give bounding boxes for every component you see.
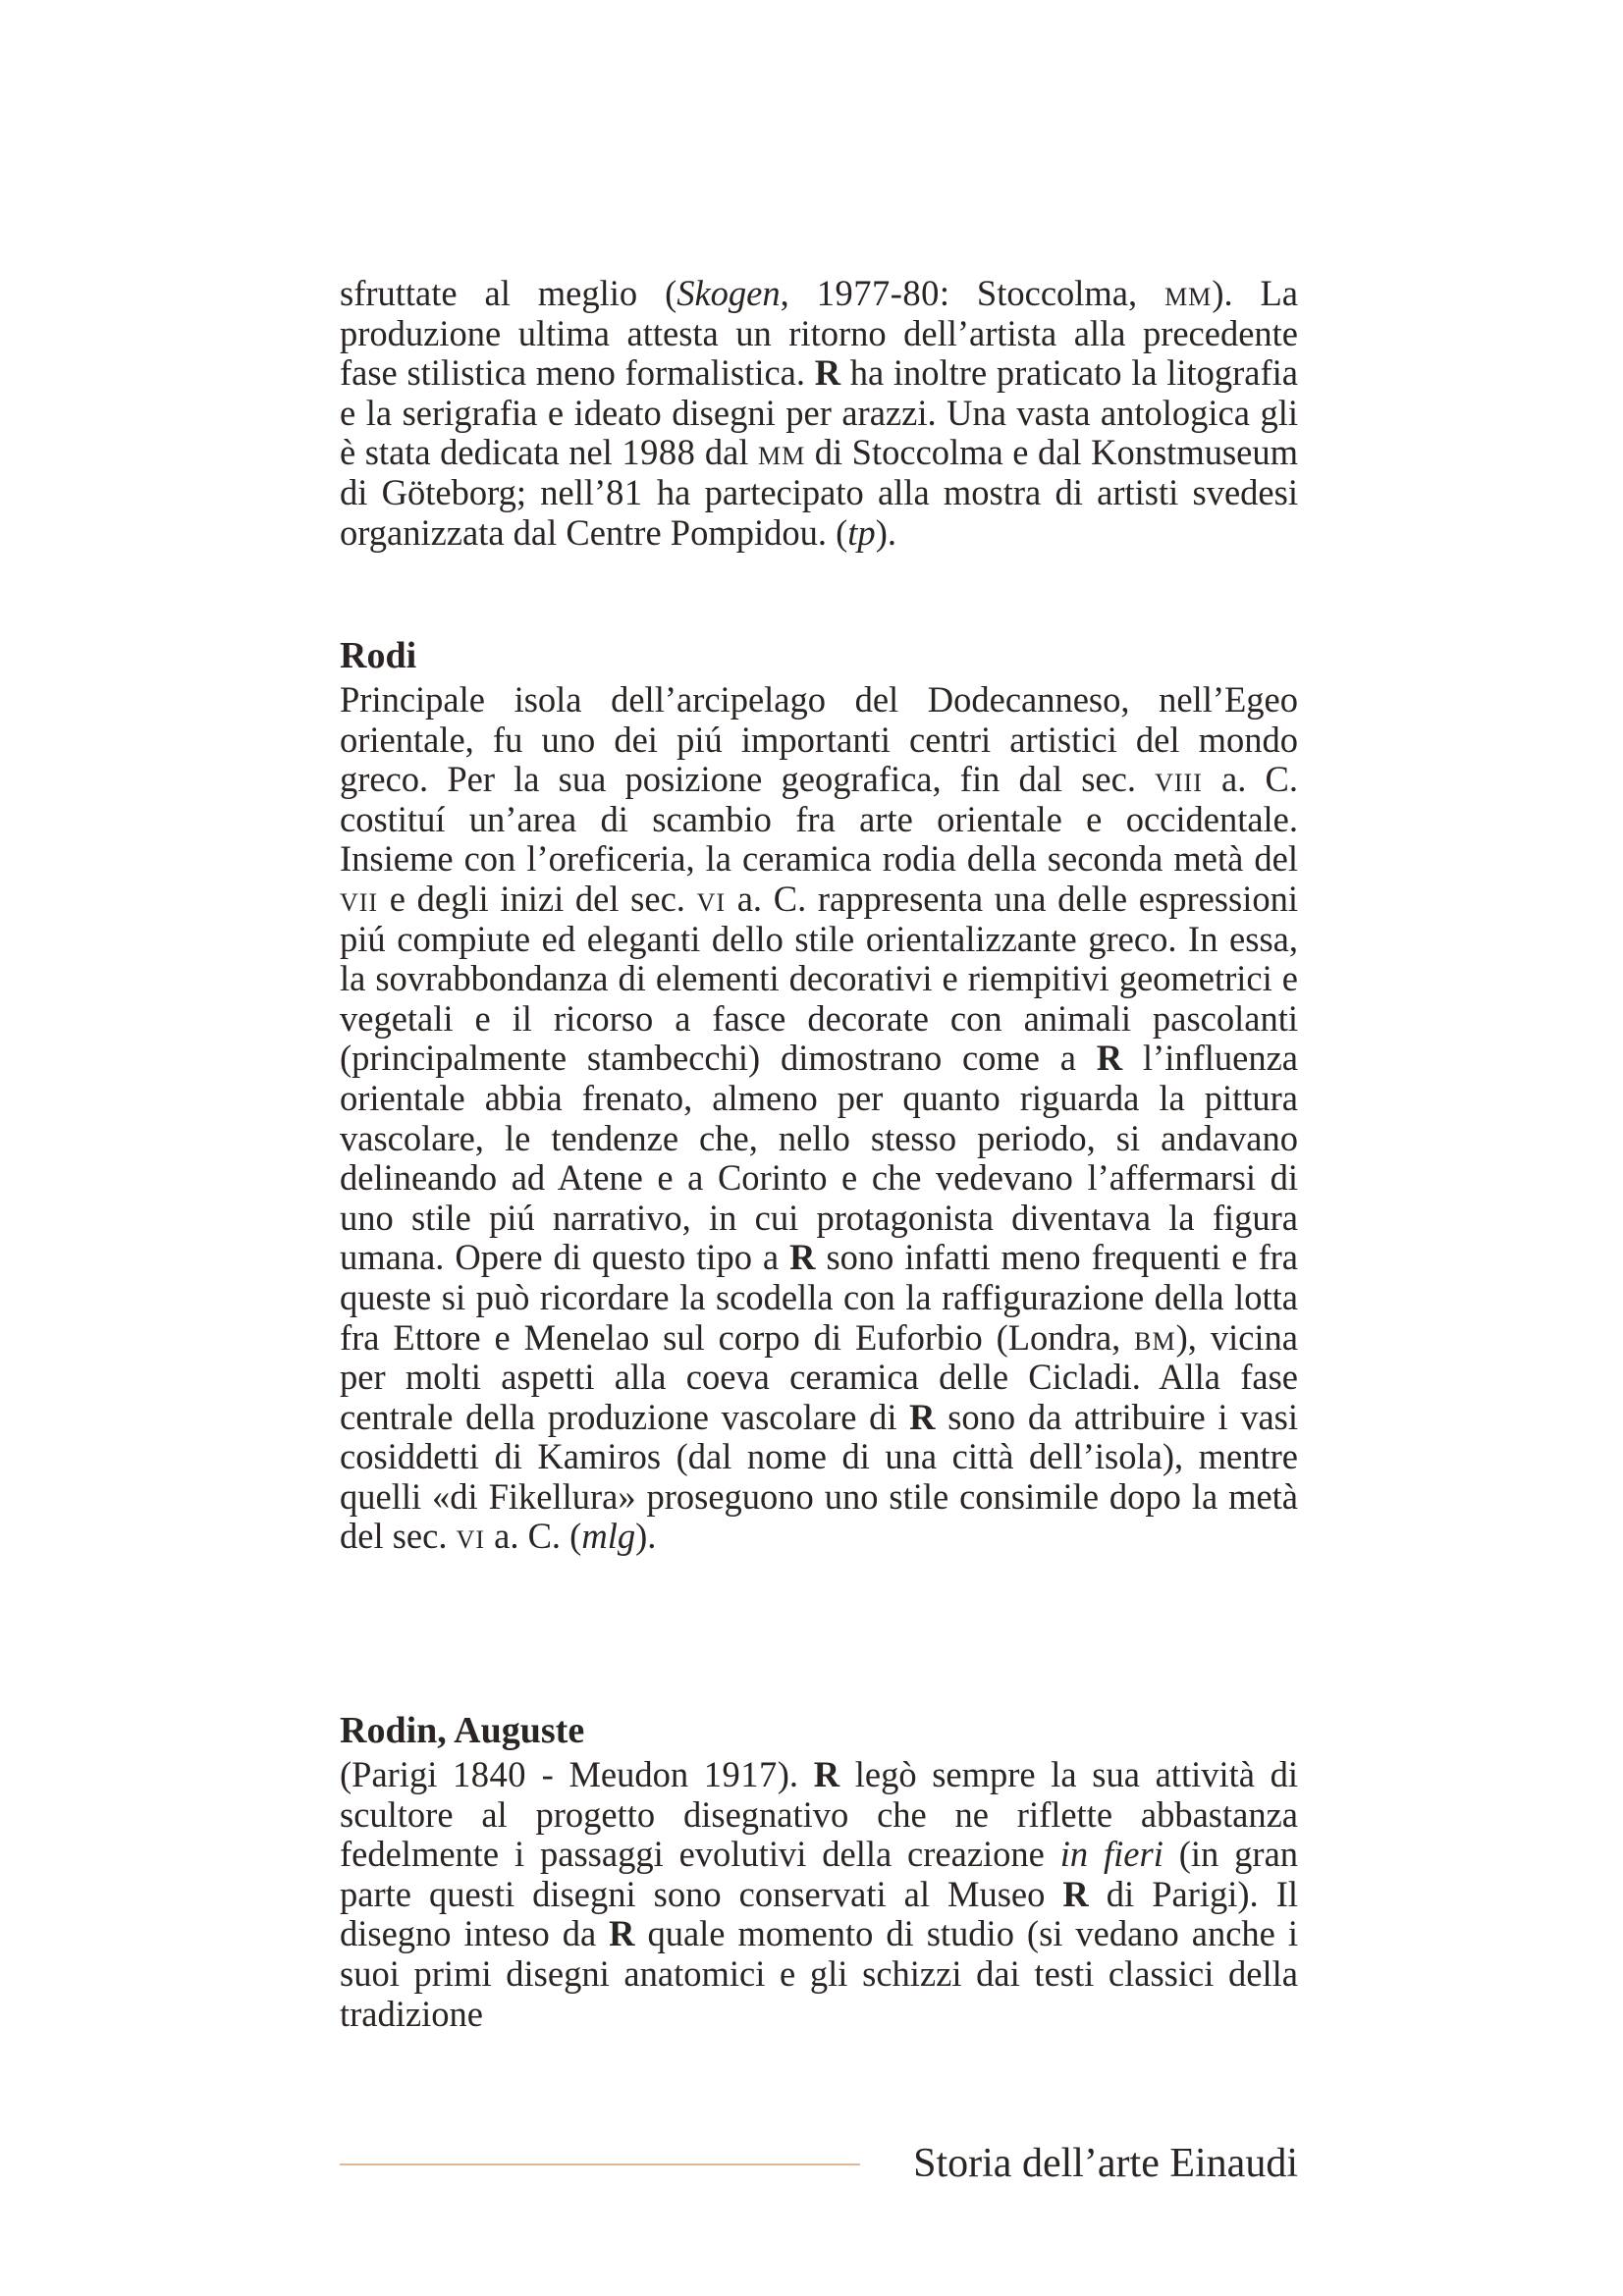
text-run: l’influenza orientale abbia frenato, almeno per quanto riguarda la pittura vascolare, le tendenze che, nello stesso periodo, si andavano delineando ad Atene e a Corinto e che vedevano l’affermarsi di uno stile piú narrativo, in cui protagonista diventava la figura umana. Opere di questo tipo a xyxy=(340,1038,1299,1278)
entry-title: Rodin, Auguste xyxy=(340,1710,585,1751)
text-run: sono da attribuire i vasi cosiddetti di Kamiros (dal nome di una città dell’isola), mentre quelli «di Fikellura» proseguono uno stile consimile dopo la metà del sec. xyxy=(340,1396,1298,1557)
museum-abbreviation: mm xyxy=(758,432,806,473)
century-numeral: viii xyxy=(1155,759,1203,800)
text-run: ). xyxy=(875,511,896,553)
subject-abbreviation: R xyxy=(609,1913,635,1954)
text-run: di Stoccolma e dal Konstmuseum di Göteborg; nell’ xyxy=(340,432,1299,512)
italic-term: in fieri xyxy=(1059,1834,1163,1875)
century-numeral: vi xyxy=(456,1516,486,1557)
text-run: : Stoccolma, xyxy=(939,273,1165,313)
text-run: - Meudon xyxy=(526,1754,704,1794)
text-run: ha partecipato alla mostra di artisti svedesi organizzata dal Centre Pompidou. ( xyxy=(340,471,1298,553)
entry-body xyxy=(340,1755,1298,2034)
intro-paragraph xyxy=(340,274,1298,553)
entry-rodin xyxy=(340,1708,1298,2034)
date: 1977-80 xyxy=(816,273,940,313)
text-run: e degli inizi del sec. xyxy=(378,878,697,919)
text-run: ). La produzione ultima attesta un ritorno dell’artista alla precedente fase stilistica meno formalistica. xyxy=(340,273,1299,394)
artwork-title: Skogen xyxy=(676,273,781,313)
text-run: quale momento di studio (si vedano anche i suoi primi disegni anatomici e gli schizzi dai testi classici della tradizione xyxy=(340,1913,1298,2034)
footer-title: Storia dell’arte Einaudi xyxy=(913,2141,1298,2186)
entry-title: Rodi xyxy=(340,635,417,676)
century-numeral: vii xyxy=(340,878,379,919)
text-run: di Parigi). Il disegno inteso da xyxy=(340,1873,1298,1954)
text-run: legò sempre la sua attività di scultore al progetto disegnativo che ne riflette abbastanza fedelmente i passaggi evolutivi della creazione xyxy=(340,1754,1298,1875)
text-run: (in gran parte questi disegni sono conservati al Museo xyxy=(340,1834,1299,1914)
text-run: ha inoltre praticato la litografia e la serigrafia e ideato disegni per arazzi. Una vasta antologica gli è stata dedicata nel xyxy=(340,352,1298,473)
text-run: a. C. rappresenta una delle espressioni piú compiute ed eleganti dello stile orientalizzante greco. In essa, la sovrabbondanza di elementi decorativi e riempitivi geometrici e vegetali e il ricorso a fasce decorate con animali pascolanti (principalmente stambecchi) dimostrano come a xyxy=(340,878,1298,1079)
subject-abbreviation: R xyxy=(1096,1038,1123,1079)
entry-continuation xyxy=(340,274,1298,553)
museum-abbreviation: mm xyxy=(1164,273,1213,313)
date: 81 xyxy=(606,471,643,512)
text-run: ), vicina per molti aspetti alla coeva ceramica delle Cicladi. Alla fase centrale della produzione vascolare di xyxy=(340,1316,1298,1437)
text-run: , xyxy=(780,273,817,313)
text-run: sfruttate al meglio ( xyxy=(340,273,677,313)
date: 1840 xyxy=(453,1754,526,1794)
subject-abbreviation: R xyxy=(813,1754,840,1794)
entry-rodi xyxy=(340,633,1298,1557)
text-run: Principale isola dell’arcipelago del Dodecanneso, nell’Egeo orientale, fu uno dei piú importanti centri artistici del mondo greco. Per la sua posizione geografica, fin dal sec. xyxy=(340,679,1298,800)
text-run: dal xyxy=(695,432,758,473)
text-run: ). xyxy=(777,1754,814,1794)
text-run: a. C. costituí un’area di scambio fra arte orientale e occidentale. Insieme con l’oreficeria, la ceramica rodia della seconda metà del xyxy=(340,759,1298,880)
century-numeral: vi xyxy=(696,878,727,919)
text-run: sono infatti meno frequenti e fra queste si può ricordare la scodella con la raffigurazione della lotta fra Ettore e Menelao sul corpo di Euforbio (Londra, xyxy=(340,1237,1298,1358)
author-initials: tp xyxy=(847,511,876,553)
museum-abbreviation: bm xyxy=(1134,1316,1176,1358)
subject-abbreviation: R xyxy=(789,1237,816,1278)
subject-abbreviation: R xyxy=(909,1396,936,1437)
subject-abbreviation: R xyxy=(814,352,841,394)
date: 1988 xyxy=(622,432,696,473)
entry-body xyxy=(340,680,1298,1557)
text-run: a. C. ( xyxy=(485,1516,582,1557)
text-run: (Parigi xyxy=(340,1754,453,1794)
author-initials: mlg xyxy=(581,1516,636,1557)
text-run: ). xyxy=(635,1516,657,1557)
date: 1917 xyxy=(703,1754,778,1794)
subject-abbreviation: R xyxy=(1062,1873,1089,1914)
footer-rule xyxy=(340,2163,860,2165)
